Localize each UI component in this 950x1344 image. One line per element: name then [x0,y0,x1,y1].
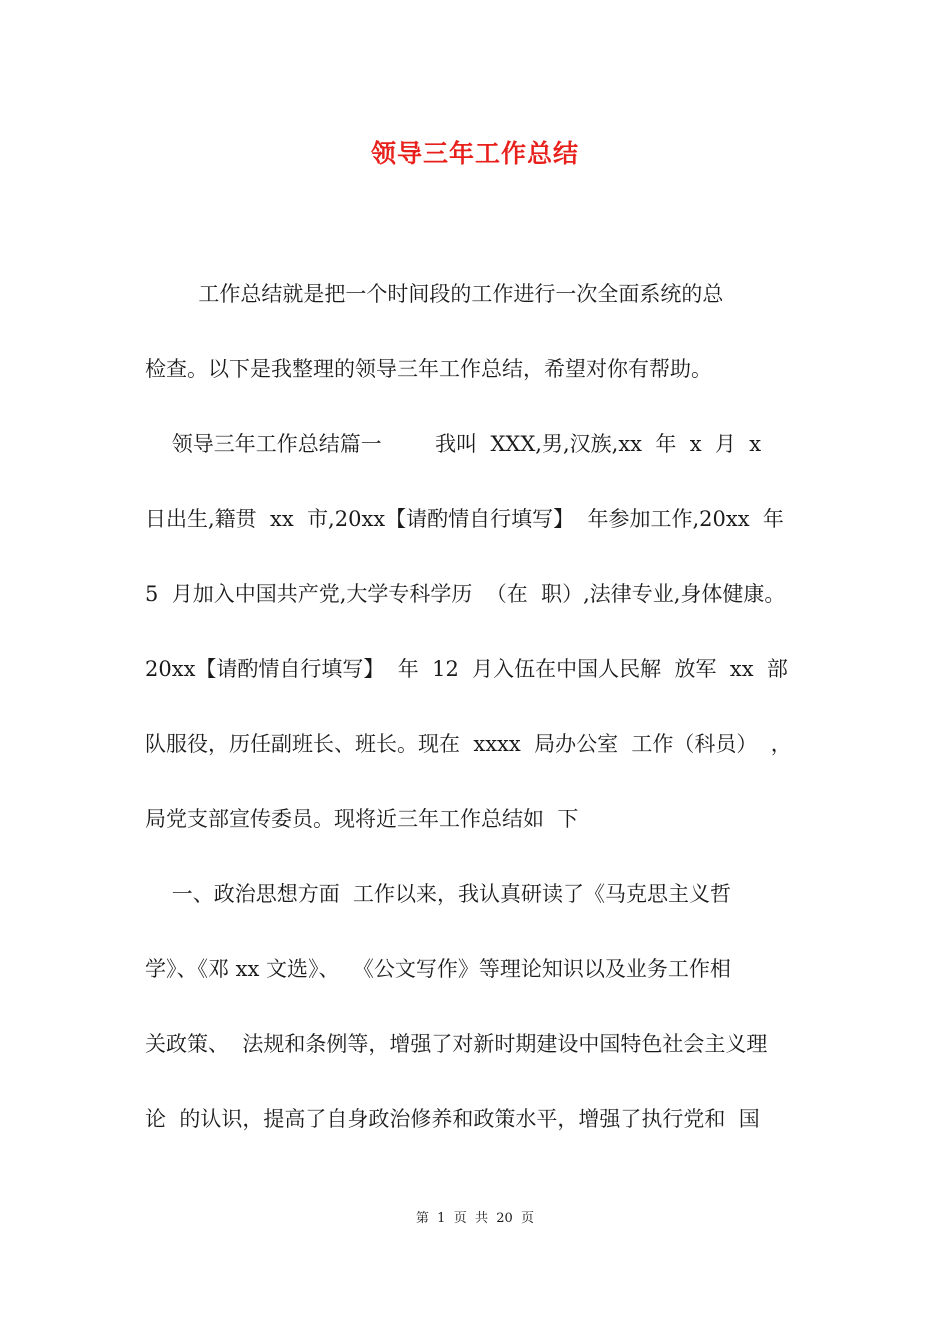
body-line-5: 5 月加入中国共产党,大学专科学历 （在 职）,法律专业,身体健康。 [145,582,786,606]
body-line-3: 领导三年工作总结篇一 我叫 XXX,男,汉族,xx 年 x 月 x [145,432,762,456]
body-line-2: 检查。以下是我整理的领导三年工作总结，希望对你有帮助。 [145,357,712,381]
document-title: 领导三年工作总结 [370,139,579,168]
body-line-11: 关政策、 法规和条例等，增强了对新时期建设中国特色社会主义理 [145,1032,768,1056]
body-line-6: 20xx【请酌情自行填写】 年 12 月入伍在中国人民解 放军 xx 部 [145,657,788,681]
body-line-7: 队服役，历任副班长、班长。现在 xxxx 局办公室 工作（科员） ， [145,732,792,756]
body-line-4: 日出生,籍贯 xx 市,20xx【请酌情自行填写】 年参加工作,20xx 年 [145,507,784,531]
body-line-12: 论 的认识，提高了自身政治修养和政策水平，增强了执行党和 国 [145,1107,760,1131]
body-line-10: 学》、《邓 xx 文选》、 《公文写作》等理论知识以及业务工作相 [145,957,731,981]
body-line-9: 一、政治思想方面 工作以来，我认真研读了《马克思主义哲 [145,882,732,906]
page-footer: 第 1 页 共 20 页 [415,1211,535,1226]
body-line-1: 工作总结就是把一个时间段的工作进行一次全面系统的总 [145,282,724,306]
body-line-8: 局党支部宣传委员。现将近三年工作总结如 下 [145,807,579,831]
